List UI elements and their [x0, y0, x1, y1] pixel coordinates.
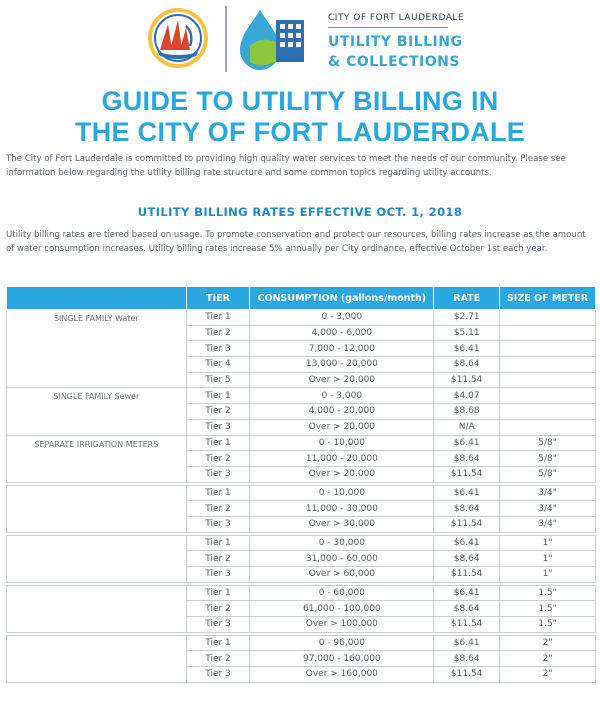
- rate-cell: $8.64: [434, 501, 500, 517]
- consumption-cell: 0 - 96,000: [250, 635, 434, 651]
- water-drop-house-icon: [236, 6, 312, 76]
- meter-size-cell: 1": [500, 567, 596, 583]
- meter-size-cell: 3/4": [500, 516, 596, 532]
- tier-cell: Tier 2: [186, 551, 250, 567]
- meter-size-cell: 1.5": [500, 617, 596, 633]
- tier-cell: Tier 1: [186, 435, 250, 451]
- consumption-cell: 0 - 10,000: [250, 485, 434, 501]
- tier-cell: Tier 3: [186, 567, 250, 583]
- header-consumption: CONSUMPTION (gallons/month): [250, 287, 434, 310]
- header-divider: [225, 6, 227, 72]
- table-body: [7, 310, 596, 683]
- consumption-cell: Over > 30,000: [250, 516, 434, 532]
- table-row: [7, 635, 596, 651]
- rate-cell: $6.41: [434, 485, 500, 501]
- page-title-line-2: THE CITY OF FORT LAUDERDALE: [74, 117, 526, 147]
- consumption-cell: 11,000 - 20,000: [250, 451, 434, 467]
- header-meter-size: SIZE OF METER: [500, 287, 596, 310]
- meter-size-cell: 3/4": [500, 485, 596, 501]
- rate-cell: $2.71: [434, 310, 500, 326]
- page-title-line-1: GUIDE TO UTILITY BILLING IN: [101, 86, 499, 116]
- header-tier: TIER: [186, 287, 250, 310]
- table-row: [7, 435, 596, 451]
- consumption-cell: 0 - 60,000: [250, 585, 434, 601]
- rate-cell: $6.41: [434, 535, 500, 551]
- table-row: [7, 585, 596, 601]
- meter-size-cell: 2": [500, 667, 596, 683]
- intro-paragraph: The City of Fort Lauderdale is committed to providing high quality water services to meet the needs of our community. Please see information below regarding the utility billing rate structure and some common topics regarding utility accounts.: [6, 154, 566, 178]
- category-cell: SINGLE FAMILY Water: [7, 310, 187, 388]
- consumption-cell: 0 - 30,000: [250, 535, 434, 551]
- rate-cell: $8.64: [434, 651, 500, 667]
- tier-cell: Tier 3: [186, 419, 250, 435]
- consumption-cell: 0 - 3,000: [250, 388, 434, 404]
- rate-cell: $11.54: [434, 466, 500, 482]
- rate-cell: $8.64: [434, 551, 500, 567]
- rate-cell: $11.54: [434, 667, 500, 683]
- rate-cell: $8.64: [434, 357, 500, 373]
- consumption-cell: 4,000 - 20,000: [250, 404, 434, 420]
- consumption-cell: Over > 20,000: [250, 466, 434, 482]
- tier-cell: Tier 2: [186, 451, 250, 467]
- tier-cell: Tier 3: [186, 466, 250, 482]
- category-cell: [7, 485, 187, 532]
- meter-size-cell: [500, 357, 596, 373]
- tier-cell: Tier 2: [186, 601, 250, 617]
- meter-size-cell: 2": [500, 635, 596, 651]
- rate-cell: $6.41: [434, 585, 500, 601]
- tier-cell: Tier 1: [186, 585, 250, 601]
- tier-cell: Tier 2: [186, 404, 250, 420]
- meter-size-cell: 1.5": [500, 585, 596, 601]
- rates-subheading: UTILITY BILLING RATES EFFECTIVE OCT. 1, 2018: [137, 205, 463, 219]
- tier-cell: Tier 3: [186, 617, 250, 633]
- tier-cell: Tier 1: [186, 635, 250, 651]
- rates-note: Utility billing rates are tiered based on usage. To promote conservation and protect our resources, billing rates increase as the amount of water consumption increases. Utility billing rates increase 5% annually per City ordinance, effective October 1st each year.: [6, 230, 586, 254]
- tier-cell: Tier 1: [186, 485, 250, 501]
- meter-size-cell: 1": [500, 535, 596, 551]
- consumption-cell: 11,000 - 30,000: [250, 501, 434, 517]
- meter-size-cell: [500, 404, 596, 420]
- meter-size-cell: 3/4": [500, 501, 596, 517]
- category-cell: SINGLE FAMILY Sewer: [7, 388, 187, 435]
- consumption-cell: 97,000 - 160,000: [250, 651, 434, 667]
- meter-size-cell: [500, 388, 596, 404]
- rate-cell: $11.54: [434, 567, 500, 583]
- rate-cell: $8.68: [434, 404, 500, 420]
- meter-size-cell: 1": [500, 551, 596, 567]
- tier-cell: Tier 1: [186, 535, 250, 551]
- rate-cell: N/A: [434, 419, 500, 435]
- meter-size-cell: 2": [500, 651, 596, 667]
- rates-table: [6, 286, 596, 683]
- page-header: [0, 0, 600, 82]
- rate-cell: $11.54: [434, 516, 500, 532]
- category-cell: [7, 635, 187, 682]
- rate-cell: $6.41: [434, 341, 500, 357]
- tier-cell: Tier 4: [186, 357, 250, 373]
- tier-cell: Tier 5: [186, 372, 250, 388]
- meter-size-cell: [500, 372, 596, 388]
- consumption-cell: 0 - 10,000: [250, 435, 434, 451]
- rate-cell: $8.64: [434, 601, 500, 617]
- consumption-cell: Over > 160,000: [250, 667, 434, 683]
- consumption-cell: 13,000 - 20,000: [250, 357, 434, 373]
- category-cell: [7, 585, 187, 632]
- tier-cell: Tier 2: [186, 501, 250, 517]
- header-category: [7, 287, 187, 310]
- rate-cell: $6.41: [434, 635, 500, 651]
- rate-cell: $8.64: [434, 451, 500, 467]
- consumption-cell: Over > 60,000: [250, 567, 434, 583]
- tier-cell: Tier 3: [186, 516, 250, 532]
- consumption-cell: Over > 20,000: [250, 372, 434, 388]
- meter-size-cell: 5/8": [500, 435, 596, 451]
- table-row: [7, 535, 596, 551]
- brand-line-2: & COLLECTIONS: [328, 54, 460, 70]
- tier-cell: Tier 1: [186, 388, 250, 404]
- rate-cell: $11.54: [434, 617, 500, 633]
- city-seal-icon: [146, 6, 210, 70]
- tier-cell: Tier 3: [186, 341, 250, 357]
- rate-cell: $11.54: [434, 372, 500, 388]
- brand-underline: [328, 27, 448, 28]
- meter-size-cell: 5/8": [500, 451, 596, 467]
- consumption-cell: 31,000 - 60,000: [250, 551, 434, 567]
- rate-cell: $5.11: [434, 325, 500, 341]
- meter-size-cell: 5/8": [500, 466, 596, 482]
- city-name: CITY OF FORT LAUDERDALE: [328, 13, 465, 23]
- table-header-row: [7, 287, 596, 310]
- meter-size-cell: [500, 310, 596, 326]
- meter-size-cell: [500, 341, 596, 357]
- consumption-cell: Over > 100,000: [250, 617, 434, 633]
- category-cell: [7, 535, 187, 582]
- consumption-cell: 7,000 - 12,000: [250, 341, 434, 357]
- tier-cell: Tier 2: [186, 651, 250, 667]
- rate-cell: $6.41: [434, 435, 500, 451]
- table-row: [7, 485, 596, 501]
- header-rate: RATE: [434, 287, 500, 310]
- rate-cell: $4.07: [434, 388, 500, 404]
- meter-size-cell: 1.5": [500, 601, 596, 617]
- tier-cell: Tier 1: [186, 310, 250, 326]
- tier-cell: Tier 3: [186, 667, 250, 683]
- tier-cell: Tier 2: [186, 325, 250, 341]
- table-row: [7, 310, 596, 326]
- consumption-cell: Over > 20,000: [250, 419, 434, 435]
- consumption-cell: 4,000 - 6,000: [250, 325, 434, 341]
- brand-line-1: UTILITY BILLING: [328, 34, 463, 50]
- table-row: [7, 388, 596, 404]
- meter-size-cell: [500, 419, 596, 435]
- consumption-cell: 61,000 - 100,000: [250, 601, 434, 617]
- meter-size-cell: [500, 325, 596, 341]
- category-cell: SEPARATE IRRIGATION METERS: [7, 435, 187, 482]
- consumption-cell: 0 - 3,000: [250, 310, 434, 326]
